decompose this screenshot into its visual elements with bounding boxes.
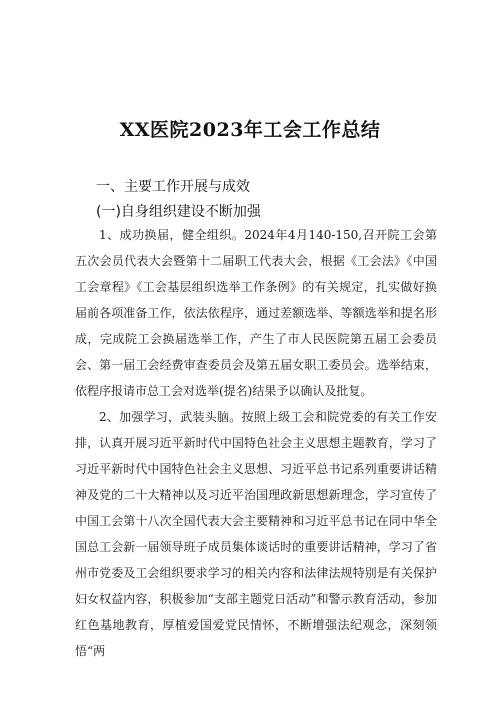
section-heading: 一、主要工作开展与成效 <box>96 179 250 195</box>
document-title: XX医院2023年工会工作总结 <box>119 119 381 141</box>
paragraph-1: 1、成功换届，健全组织。2024年4月140-150,召开院工会第五次会员代表大会暨第十二届职工代表大会，根据《工会法》《中国工会章程》《工会基层组织选举工作条例》的有关规定，扎实做好换届前各项准备工作，依法依程序，通过差额选举、等额选举和提名形成，完成院工会换届选举工作，产生了市人民医院第五届工会委员会、第一届工会经费审查委员会及第五届女职工委员会。选举结束，依程序报请市总工会对选举(提名)结果予以确认及批复。 <box>75 228 437 398</box>
subsection-heading: (一)自身组织建设不断加强 <box>96 204 261 220</box>
paragraph-2: 2、加强学习，武装头脑。按照上级工会和院党委的有关工作安排，认真开展习近平新时代中国特色社会主义思想主题教育，学习了习近平新时代中国特色社会主义思想、习近平总书记系列重要讲话精神及党的二十大精神以及习近平治国理政新思想新理念，学习宣传了中国工会第十八次全国代表大会主要精神和习近平总书记在同中华全国总工会新一届领导班子成员集体谈话时的重要讲话精神，学习了省州市党委及工会组织要求学习的相关内容和法律法规特别是有关保护妇女权益内容，积极参加“支部主题党日活动”和警示教育活动，参加红色基地教育，厚植爱国爱党民情怀，不断增强法纪观念，深刻领悟“两 <box>75 410 437 658</box>
